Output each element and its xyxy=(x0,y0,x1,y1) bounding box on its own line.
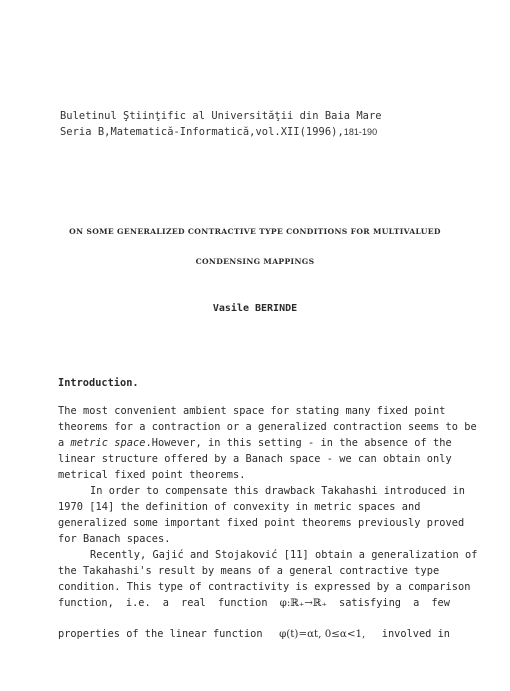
body-line xyxy=(58,628,450,640)
body-line xyxy=(58,437,452,449)
body-word: a xyxy=(162,597,169,609)
body-line xyxy=(58,597,450,609)
body-text: a xyxy=(58,437,71,449)
journal-line-2 xyxy=(60,126,377,138)
body-line: the Takahashi's result by means of a general contractive type xyxy=(58,565,440,577)
body-text: involved in xyxy=(381,628,450,640)
body-word: a xyxy=(413,597,420,609)
body-word: i.e. xyxy=(125,597,151,609)
paper-title-line-2: CONDENSING MAPPINGS xyxy=(195,257,315,266)
math-expression: φ(t)=αt, 0≤α<1, xyxy=(279,628,366,640)
paper-author: Vasile BERINDE xyxy=(212,303,298,314)
journal-line-1: Buletinul Ştiinţific al Universităţii din Baia Mare xyxy=(60,110,382,122)
body-line: condition. This type of contractivity is expressed by a comparison xyxy=(58,581,471,593)
math-expression: φ:ℝ₊→ℝ₊ xyxy=(279,597,327,609)
body-word: function xyxy=(217,597,268,609)
body-word: real xyxy=(181,597,206,609)
body-line: generalized some important fixed point theorems previously proved xyxy=(58,517,465,529)
body-line: linear structure offered by a Banach space - we can obtain only xyxy=(58,453,452,465)
paper-title-line-1: ON SOME GENERALIZED CONTRACTIVE TYPE CONDITIONS FOR MULTIVALUED xyxy=(69,227,441,236)
body-word: satisfying xyxy=(339,597,401,609)
body-line: The most convenient ambient space for stating many fixed point xyxy=(58,405,446,417)
body-word: function, xyxy=(58,597,114,609)
body-line: theorems for a contraction or a generalized contraction seems to be xyxy=(58,421,477,433)
journal-pages: 181-190 xyxy=(343,127,378,137)
body-word: few xyxy=(431,597,450,609)
body-line: In order to compensate this drawback Takahashi introduced in xyxy=(90,485,465,497)
section-heading: Introduction. xyxy=(58,377,139,389)
body-line: for Banach spaces. xyxy=(58,533,171,545)
body-text: properties of the linear function xyxy=(58,628,263,640)
body-line: metrical fixed point theorems. xyxy=(58,469,246,481)
body-text: .However, in this setting - in the absence of the xyxy=(145,437,452,449)
emphasis-metric-space: metric space xyxy=(70,437,146,449)
journal-series: Seria B,Matematică-Informatică,vol.XII(1996), xyxy=(60,126,344,138)
body-line: Recently, Gajić and Stojaković [11] obtain a generalization of xyxy=(90,549,478,561)
body-line: 1970 [14] the definition of convexity in metric spaces and xyxy=(58,501,421,513)
